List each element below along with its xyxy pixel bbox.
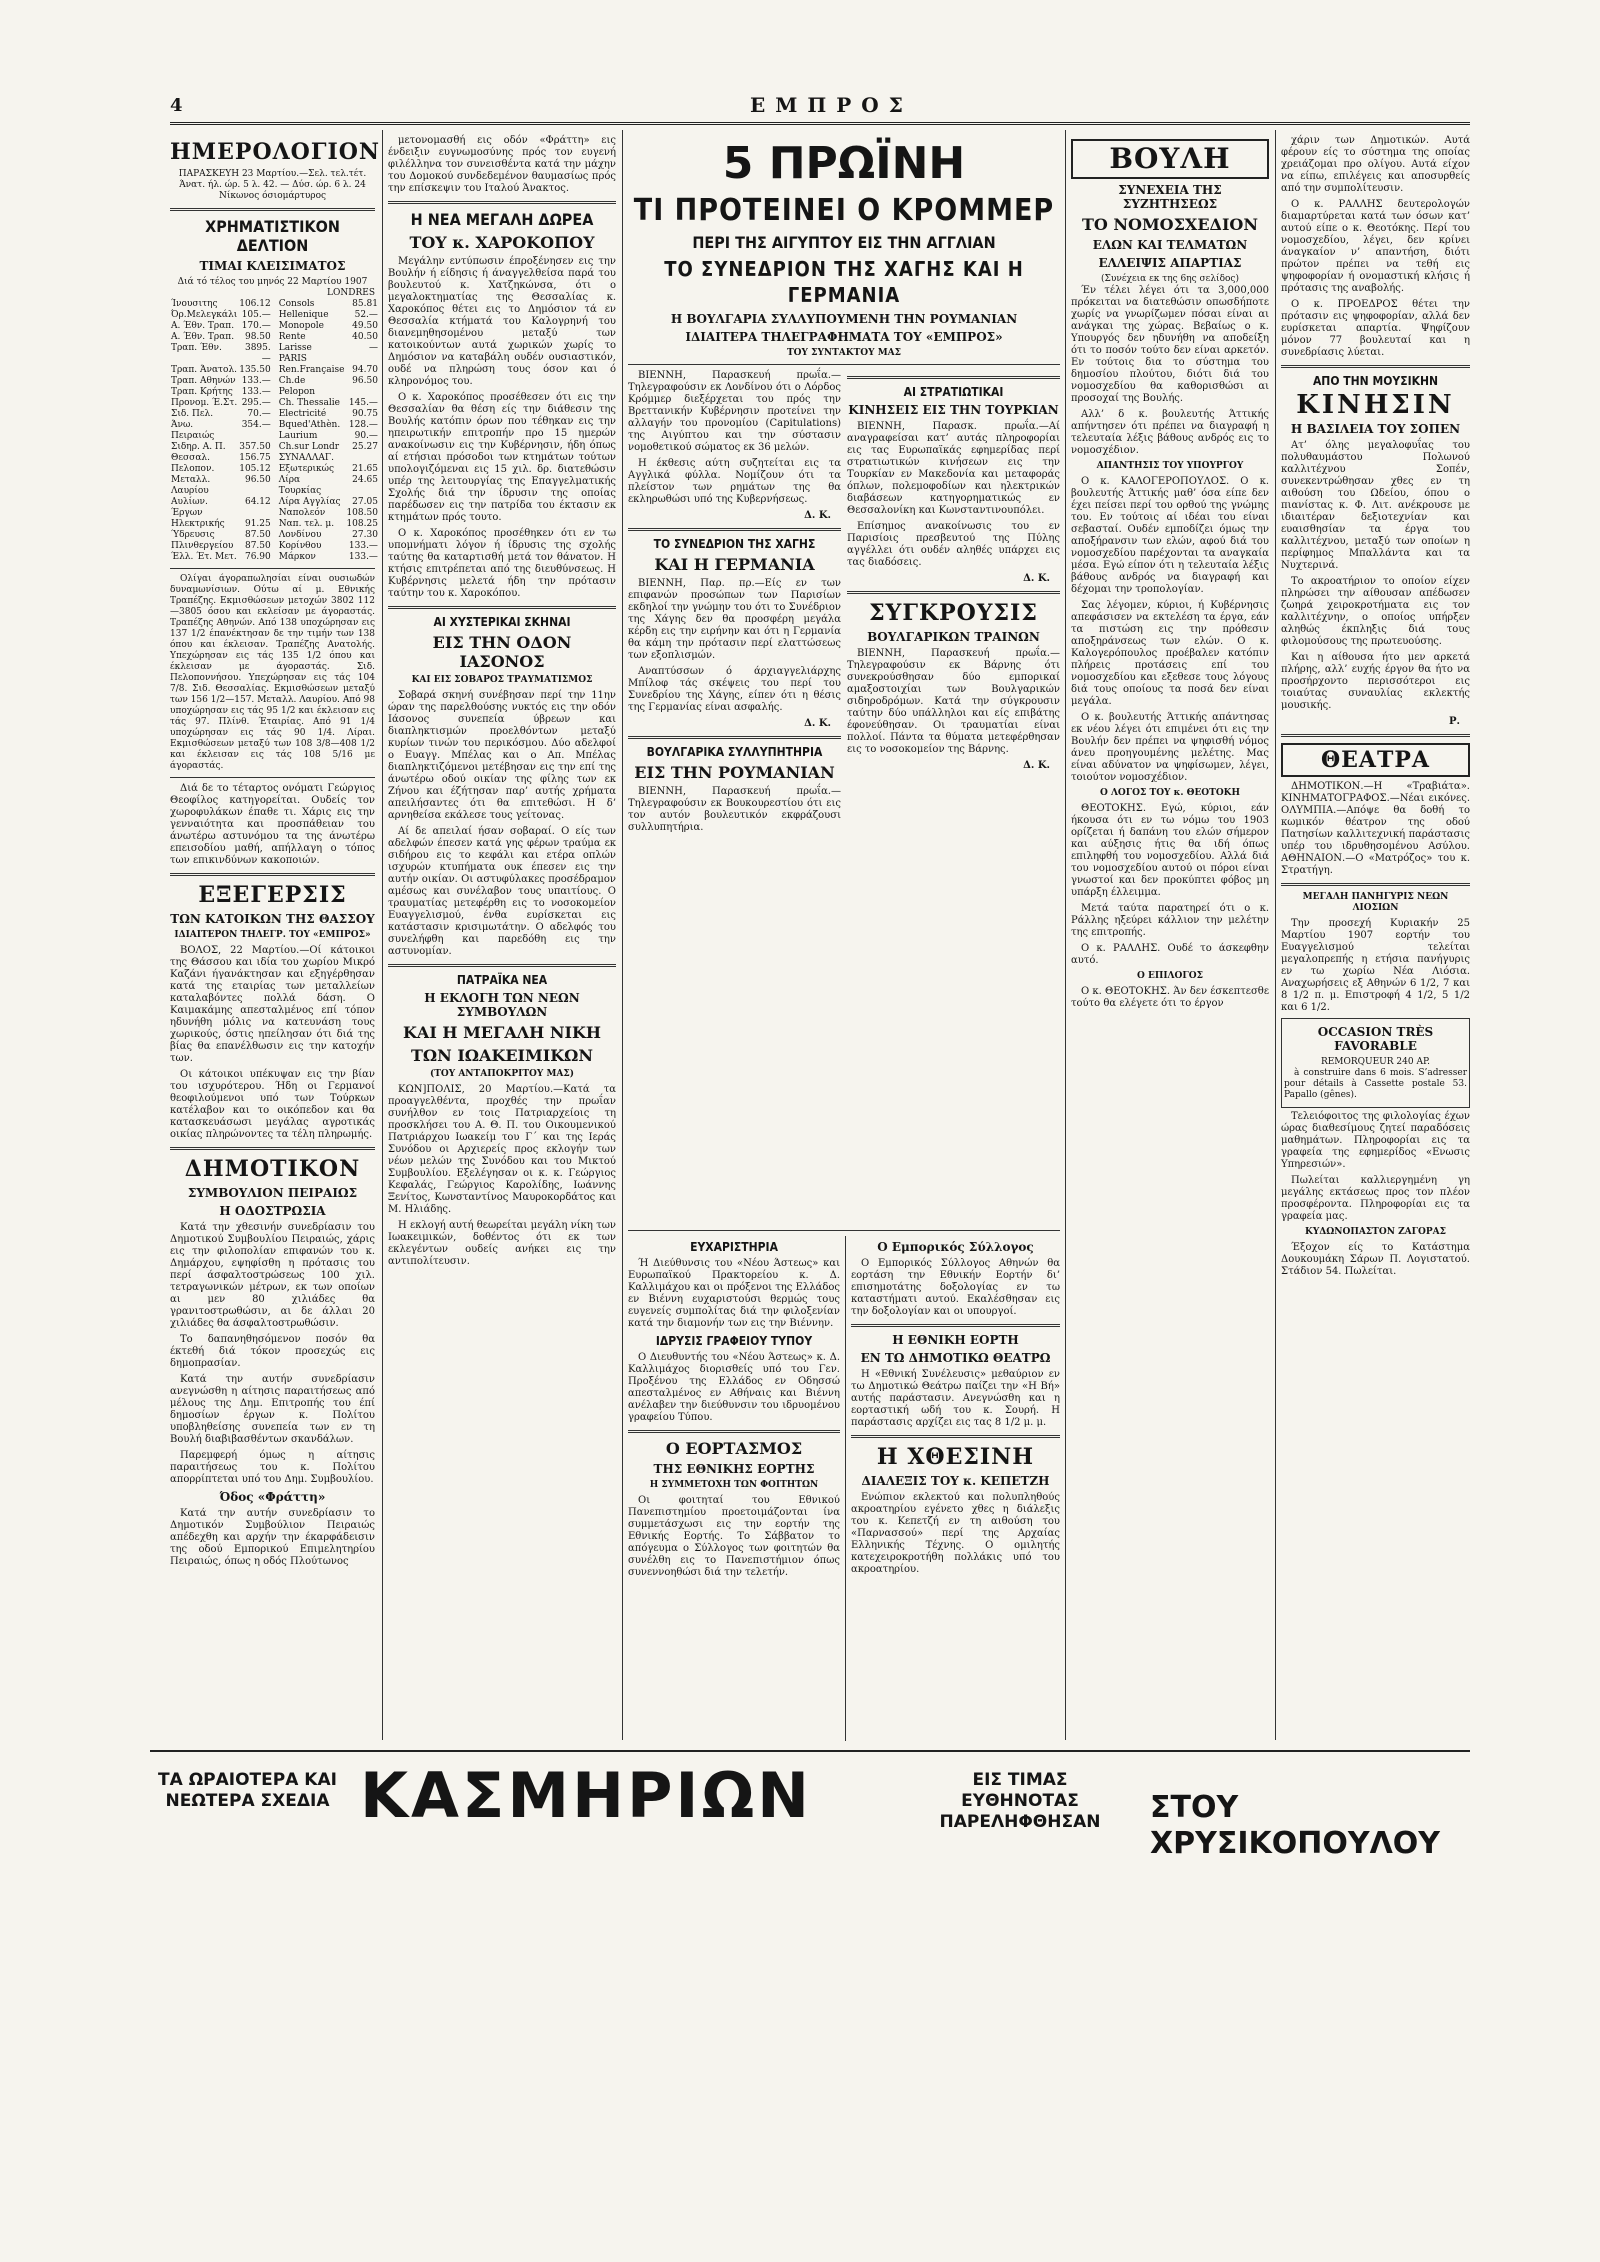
rate-row [278,552,379,563]
rate-row [278,310,379,321]
parliament-sub4: ΕΛΛΕΙΨΙΣ ΑΠΑΡΤΙΑΣ [1098,256,1242,270]
patras-text: ΚΩΝ]ΠΟΛΙΣ, 20 Μαρτίου.—Κατά τα προαγγελθέντα, προχθές την πρωΐαν συνήλθον εν τοις Πατριαρχείοις τη προσκλήσει του Α. Θ. Π. του Οικουμενικού Πατριάρχου Ιωακείμ του Γ΄ και της Ιεράς Συνόδου οι Αρχιερείς προς εκλογήν των νέων μελών της Συνόδου και του Μικτού Συμβουλίου. Εξελέγησαν οι κ. κ. Γεώργιος Κεφαλάς, Γεώργιος Καρολίδης, Ιωάννης Ξενίτος, Κωνσταντίνος Μαυροκορδάτος και Μ. Ηλιάδης. [388,1084,616,1215]
demotic-subtitle: ΣΥΜΒΟΥΛΙΟΝ ΠΕΙΡΑΙΩΣ [187,1186,358,1200]
rate-value: 133.— [348,552,378,562]
rate-label: Λονδίνου [278,530,322,540]
cashmere-advertisement [150,1750,1470,1861]
rate-label: Ch. Thessalie [278,398,340,408]
rate-value: 96.50 [352,376,378,386]
calendar-line: ΠΑΡΑΣΚΕΥΗ 23 Μαρτίου.—Σελ. τελ.τέτ. [178,169,367,179]
divider [170,568,375,569]
rate-label: Μάρκον [278,552,316,562]
rate-label: Ύδρευσις [171,530,215,540]
rate-label: Εξωτερικώς [278,464,335,474]
military-text: ΒΙΕΝΝΗ, Παρασκ. πρωΐα.—Αί αναγραφείσαι κατ’ αυτάς πληροφορίαι εις τας Ευρωπαϊκάς εφημερίδας περί στρατιωτικών κινήσεων εις την Τουρκίαν εν Μακεδονία και μεταφοράς όπλων, πολεμοφοδίων και ηλεκτρικών διαβάσεων κατηγορηματικώς εν Θεσσαλονίκη και Κωνσταντινουπόλει. [847,421,1060,516]
finance-title: ΧΡΗΜΑΤΙΣΤΙΚΟΝ ΔΕΛΤΙΟΝ [205,217,340,255]
patras-title: ΠΑΤΡΑΪΚΑ ΝΕΑ [456,973,548,987]
rate-label: Μεταλλ. Λαυρίου [171,475,211,496]
signature: Δ. Κ. [1023,573,1050,584]
sympathy-text: ΒΙΕΝΝΗ, Παρασκευή πρωΐα.—Τηλεγραφούσιν εκ Βουκουρεστίου ότι εις τον αυτόν βουλευτικόν εκφράζουσι συλλυπητήρια. [628,786,841,833]
rate-label: Προνομ. Έ.Στ. [171,398,238,408]
occasion-ad [1281,1018,1470,1108]
finance-para: Διά δε το τέταρτος ονόματι Γεώργιος Θεοφίλος κατηγορείται. Ουδείς τον χωροφυλάκων έπαθε τι. Χάρις εις την γενναιότητα και προσπάθειαν του άνωτέρω αστυνόμου τα της άνωτέρω επεισοδίου μαθή, απήλλαγη ο τόπος των επικινδύνων κακοποιών. [170,783,375,866]
rate-row [278,530,379,541]
patras-text: Η εκλογή αυτή θεωρείται μεγάλη νίκη των Ιωακειμικών, δοθέντος ότι εκ των εκλεγέντων ουδείς ανήκει εις την αντιπολίτευσιν. [388,1220,616,1267]
patras-sub2: ΚΑΙ Η ΜΕΓΑΛΗ ΝΙΚΗ [403,1023,601,1042]
rate-label: Θεσσαλ. [171,453,210,463]
music-title: ΑΠΟ ΤΗΝ ΜΟΥΣΙΚΗΝ [1312,374,1439,388]
rate-value: 3895.— [244,343,271,364]
center-columns [628,370,1060,838]
divider [628,736,841,739]
rate-row [170,321,272,332]
rate-row [278,541,379,552]
divider [388,201,616,204]
divider [847,591,1060,594]
bloody-title: ΑΙ ΧΥΣΤΕΡΙΚΑΙ ΣΚΗΝΑΙ [433,615,571,629]
minister-text: Ο κ. βουλευτής Άττικής απάντησας εκ νέου λέγει ότι επιμένει ότι εις την Βουλήν δεν πρέπει να ψηφισθή νόμος άνευ προηγουμένης μελέτης. Μας είναι αδύνατον να ψηφίσωμεν, λέγει, τοιούτον νομοσχέδιον. [1071,712,1269,783]
rate-row [278,321,379,332]
column-rule [845,1236,846,1741]
parliament-sub3: ΕΛΩΝ ΚΑΙ ΤΕΛΜΑΤΩΝ [1092,238,1248,252]
patras-sub3: ΤΩΝ ΙΩΑΚΕΙΜΙΚΩΝ [410,1046,594,1065]
rate-value: 76.90 [244,552,271,562]
demotic-text: Το δαπανηθησόμενον ποσόν θα έκτεθή διά τόκον προσεχώς εις δημοπρασίαν. [170,1334,375,1369]
divider [388,964,616,967]
rate-label: ΣΥΝΑΛΛΑΓ. [278,453,335,463]
rate-value: 145.— [348,398,378,408]
rate-label: Α. Έθν. Τραπ. [171,332,235,342]
rate-label: Consols [278,299,315,309]
rate-label: Κορίνθου [278,541,322,551]
rate-row [278,442,379,453]
carryover-text: Ο κ. ΠΡΟΕΔΡΟΣ θέτει την πρότασιν εις ψηφοφορίαν, αλλά δεν ευρίσκεται απαρτία. Ψηφίζουν μόνον 77 βουλευταί και η συνεδρίασις λύεται. [1281,299,1470,358]
fratti-text: Κατά την αυτήν συνεδρίασιν το Δημοτικόν Συμβούλιον Πειραιώς απέδεχθη και αρχήν την έκαρφάδεισιν της οδού Εμπορικού Επιμελητηρίου Πειραιώς, όπως η οδός Πλούτωνος [170,1508,375,1567]
divider [1281,734,1470,737]
rate-label: Α. Έθν. Τραπ. [171,321,235,331]
military-subtitle: ΚΙΝΗΣΕΙΣ ΕΙΣ ΤΗΝ ΤΟΥΡΚΙΑΝ [848,403,1059,417]
calendar-line: Άνατ. ήλ. ώρ. 5 λ. 42. — Δύσ. ώρ. 6 λ. 24 [179,180,366,190]
minister-title: ΑΠΑΝΤΗΣΙΣ ΤΟΥ ΥΠΟΥΡΓΟΥ [1096,461,1244,471]
parliament-text: Αλλ’ δ κ. βουλευτής Άττικής απήντησεν ότι πρέπει να διαγραφή η τελευταία λέξις βάθους ανδρός εις το νομοσχέδιον. [1071,409,1269,456]
rate-row [170,387,272,398]
divider [847,376,1060,379]
fair-text: Την προσεχή Κυριακήν 25 Μαρτίου 1907 εορτήν του Ευαγγελισμού τελείται μεγαλοπρεπής η ετήσια πανήγυρις εν τω χωρίω Νέα Λιόσια. Αναχωρήσεις εξ Αθηνών 6 1/2, 7 και 8 1/2 π. μ. Επιστροφή 4 1/2, 5 1/2 και 6 1/2. [1281,918,1470,1013]
parliament-title: ΒΟΥΛΗ [1071,139,1269,179]
rate-value [345,453,379,464]
rate-label: Τραπ. Αθηνών [171,376,236,386]
finance-london: LONDRES [327,288,375,298]
rate-label: Έλλ. Έτ. Μετ. [171,552,237,562]
bloody-text: Σοβαρά σκηνή συνέβησαν περί την 11ην ώραν της παρελθούσης νυκτός εις την οδόν Ιάσονος συνεπεία ύβρεων και διαπληκτισμών προελθόντων μεταξύ κυρίων τινών του περικόσμου. Δύο αδελφοί ο Ευαγγ. Μπέλας και ο Απ. Μπέλας διαπληκτιζόμενοι μετέβησαν εις την επί της άνωτέρω οδού οικίαν της φίλης των εκ Ζήνου και έζήτησαν παρ’ αυτής χρήματα απειλήσαντες ότι θα επιτεθώσι. Η δ’ αρνηθείσα εκάλεσε τους γείτονας. [388,690,616,821]
vienna-text: Η έκθεσις αύτη συζητείται εις τα Αγγλικά φύλλα. Νομίζουν ότι τα πλείστον των ρημάτων της θα εκληρωθώσι υπό της Κυβερνήσεως. [628,458,841,505]
finance-date: Διά τό τέλος του μηνός 22 Μαρτίου 1907 [177,277,368,287]
rate-label: Άνω. Πειραιώς [171,420,215,441]
rate-value: 108.50 [346,508,378,518]
lecture-title: Η ΧΘΕΣΙΝΗ [876,1444,1035,1470]
rate-row [278,376,379,398]
parliament-sub2: ΤΟ ΝΟΜΟΣΧΕΔΙΟΝ [1081,215,1258,234]
demotic-sub2: Η ΟΔΟΣΤΡΩΣΙΑ [219,1204,326,1218]
military-text: Επίσημος ανακοίνωσις του εν Παρισίοις πρεσβευτού της Πύλης αγγέλλει ότι ουδέν αληθές υπάρχει εις τας διαδόσεις. [847,521,1060,568]
demotic-text: Παρεμφερή όμως η αίτησις παραιτήσεως του κ. Πολίτου απορρίπτεται υπό του Δημ. Συμβουλίου. [170,1450,375,1485]
column-rule [1275,130,1276,1740]
lecture-subtitle: ΔΙΑΛΕΞΙΣ ΤΟΥ κ. ΚΕΠΕΤΖΗ [861,1474,1050,1488]
merchant-title: Ο Εμπορικός Σύλλογος [877,1240,1034,1254]
rate-value: 94.70 [352,365,378,375]
ad-left-text: ΤΑ ΩΡΑΙΟΤΕΡΑ ΚΑΙ ΝΕΩΤΕΡΑ ΣΧΕΔΙΑ [158,1770,337,1811]
parliament-cont: (Συνέχεια εκ της 6ης σελίδος) [1101,274,1239,284]
parliament-text: Έν τέλει λέγει ότι τα 3,000,000 πρόκειται να διατεθώσιν οπωσδήποτε χωρίς να γνωρίζωμεν πόσαι είναι αι ανάγκαι της χώρας. Βεβαίως ο κ. Υπουργός δεν ηδυνήθη να αποδείξη ότι το ποσόν τούτο δεν είναι αρκετόν. Εν τούτοις δια το σύστημα του δημοσίου πλούτου, διότι διά του νομοσχεδίου θα καθορισθώσι αι προσοχαί της Βουλής. [1071,285,1269,404]
occasion-sub: REMORQUEUR 240 AP. [1320,1057,1431,1067]
rate-row [170,453,272,464]
rate-row [170,530,272,541]
column-rule [1065,130,1066,1740]
rate-value: 64.12 [244,497,271,507]
rate-label: Ch.de Pelopon [278,376,315,397]
thanks-text: Ή Διεύθυνσις του «Νέου Άστεως» και Ευρωπαϊκού Πρακτορείου κ. Δ. Καλλιμάχου και οι πρόξενοι της Ελλάδος εν Βιέννη ευχαριστούσι θερμώς τους ευγενείς συμπολίτας διά την φιλοξενίαν κατά την διαμονήν των εις την Βιέννην. [628,1258,840,1329]
zagora-title: ΚΥΔΩΝΟΠΑΣΤΟΝ ΖΑΓΟΡΑΣ [1305,1227,1446,1237]
divider [1281,365,1470,368]
train-text: ΒΙΕΝΝΗ, Παρασκευή πρωΐα.—Τηλεγραφούσιν εκ Βάρνης ότι συνεκρούσθησαν δύο εμπορικαί αμαξοστοιχίαι των Βουλγαρικών σιδηροδρόμων. Κατά την σύγκρουσιν ταύτην δύο υπάλληλοι και είς επιβάτης έφονεύθησαν. Οι τραυματίαι είναι πολλοί. Πάντα τα θύματα μετεφέρθησαν εις το νοσοκομείον της Βάρνης. [847,648,1060,755]
theotokis-title: Ο ΛΟΓΟΣ ΤΟΥ κ. ΘΕΟΤΟΚΗ [1099,788,1241,798]
calendar-line: Νίκωνος όσιομάρτυρος [218,191,327,201]
divider [851,1324,1060,1327]
column-rule [382,130,383,1740]
thasos-title: ΕΞΕΓΕΡΣΙΣ [198,882,347,908]
fest-title: Ο ΕΟΡΤΑΣΜΟΣ [665,1439,803,1458]
headline-4: Η ΒΟΥΛΓΑΡΙΑ ΣΥΛΛΥΠΟΥΜΕΝΗ ΤΗΝ ΡΟΥΜΑΝΙΑΝ [670,312,1018,326]
thasos-subtitle: ΤΩΝ ΚΑΤΟΙΚΩΝ ΤΗΣ ΘΑΣΣΟΥ [170,912,375,926]
rate-value: 170.— [241,321,271,331]
rate-value: 133.— [348,541,378,551]
rate-label: Ίνουσιτης [171,299,218,309]
rate-value: 25.27 [352,442,378,452]
rate-row [278,453,379,464]
minister-text: Ο κ. ΚΑΛΟΓΕΡΟΠΟΥΛΟΣ. Ο κ. βουλευτής Άττικής μαθ’ όσα είπε δεν έχει πείσει περί του ορθού της γνώμης του. Εν τούτοις αί ιδέαι του είναι σεβασταί. Ουδέν εμποδίζει όμως την αποξήρανσιν των ελών, αφού διά του νομοσχεδίου παρέχονται τα αναγκαία μέσα. Εγώ είπον ότι η τελευταία λέξις βάθους ανδρός να διαγραφή και δέχομαι την τροπολογίαν. [1071,476,1269,595]
demotic-title: ΔΗΜΟΤΙΚΟΝ [184,1156,361,1182]
column-3 [628,135,1060,1225]
page-number: 4 [170,95,183,116]
rate-label: Σιδ. Πελ. [171,409,214,419]
rate-label: Λίρα Τουρκίας [278,475,322,496]
rates-right-table [278,299,379,563]
music-text: Ατ’ όλης μεγαλοφυΐας του πολυθαυμάστου Πολωνού καλλιτέχνου Σοπέν, συνεκεντρώθησαν χθες εν τη αιθούση του Ωδείου, όπου ο πιανίστας κ. Φ. Λιτ. ανέκρουσε με ιδιαιτέραν δεξιοτεχνίαν και ευαισθησίαν τα έργα του καλλιτέχνου, μεταξύ των οποίων η περίφημος Μπαλλάντα και τα Νυχτερινά. [1281,440,1470,571]
press-office-text: Ο Διευθυντής του «Νέου Άστεως» κ. Δ. Καλλιμάχος διορισθείς υπό του Γεν. Προξένου της Ελλάδος εν Οδησσώ απεσταλμένος εν Αθήναις και Βιέννη ανέλαβεν την διεύθυνσιν του ιδρυομένου γραφείου Τύπου. [628,1352,840,1423]
rate-row [278,420,379,431]
rate-label: Bqued'Athèn. [278,420,341,430]
rate-row [278,475,379,497]
headline-3: ΤΟ ΣΥΝΕΔΡΙΟΝ ΤΗΣ ΧΑΓΗΣ ΚΑΙ Η ΓΕΡΜΑΝΙΑ [664,257,1024,307]
rate-value: 87.50 [244,541,271,551]
rate-row [170,442,272,453]
rate-row [170,365,272,376]
paper-name: ΕΜΠΡΟΣ [750,93,913,117]
divider [170,208,375,211]
rate-value: 156.75 [239,453,271,463]
lecture-text: Ενώπιον εκλεκτού και πολυπληθούς ακροατηρίου εγένετο χθες η διάλεξις του κ. Κεπετζή εν τη αιθούση του «Παρνασσού» περί της Αρχαίας Ελληνικής Τέχνης. Ο ομιλητής κατεχειροκροτήθη πολλάκις υπό του ακροατηρίου. [851,1492,1060,1575]
rate-value: 98.50 [244,332,271,342]
theatre-text: ΔΗΜΟΤΙΚΟΝ.—Η «Τραβιάτα». ΚΙΝΗΜΑΤΟΓΡΑΦΟΣ.—Νέαι εικόνες. ΟΛΥΜΠΙΑ.—Απόψε θα δοθή το κωμικόν θέατρον της οδού Πατησίων καλλιτεχνική παράστασις υπέρ του ιδρυθησομένου Ασύλου. ΑΘΗΝΑΙΟΝ.—Ο «Ματρόζος» του κ. Στρατήγη. [1281,781,1470,876]
national-subtitle: ΕΝ ΤΩ ΔΗΜΟΤΙΚΩ ΘΕΑΤΡΩ [860,1351,1051,1365]
thasos-tag: ΙΔΙΑΙΤΕΡΟΝ ΤΗΛΕΓΡ. ΤΟΥ «ΕΜΠΡΟΣ» [174,930,371,940]
bottom-right-block [851,1236,1060,1741]
sale-ad: Πωλείται καλλιεργημένη γη μεγάλης εκτάσεως προς τον πλέον προσφέροντα. Πληροφορίαι εις τα γραφεία μας. [1281,1175,1470,1222]
demotic-text: Κατά την αυτήν συνεδρίασιν ανεγνώσθη η αίτησις παραιτήσεως από μέλους της Δημ. Επιτροπής του έπί δημοσίων έργων κ. Πολίτου υποβληθείσης συνεπεία των εν τη Βουλή διαβιβασθέντων σκανδάλων. [170,1374,375,1445]
rates-left-table [170,299,272,563]
rate-value: 106.12 [239,299,271,309]
rate-row [278,398,379,409]
headline-5: ΙΔΙΑΙΤΕΡΑ ΤΗΛΕΓΡΑΦΗΜΑΤΑ ΤΟΥ «ΕΜΠΡΟΣ» [685,330,1003,344]
demotic-text: Κατά την χθεσινήν συνεδρίασιν του Δημοτικού Συμβουλίου Πειραιώς, χάρις εις την φιλοπολίαν επιφανών του κ. Δημάρχου, εψηφίσθη η πρότασις του περί άσφαλτοστρώσεως 100 χιλ. τετραγωνικών μέτρων, εκ των οποίων αι μεν 80 χιλιάδες θα γρανιτοστρωθώσιν, αι δε άλλαι 20 χιλιάδες θα άσφαλτοστρωθώσιν. [170,1222,375,1329]
rate-label: Ναπολεόν [278,508,326,518]
rate-value: 133.— [241,387,271,397]
hague-text: Αναπτύσσων ό άρχιαγγελιάρχης Μπίλοφ τάς σκέψεις του περί του Συνεδρίου της Χάγης, είπεν ότι η θέσις της Γερμανίας είναι ασφαλής. [628,666,841,713]
patras-subtitle: Η ΕΚΛΟΓΗ ΤΩΝ ΝΕΩΝ ΣΥΜΒΟΥΛΩΝ [424,991,580,1019]
rate-row [278,464,379,475]
rallis-text: Ο κ. ΡΑΛΛΗΣ. Ουδέ το άσκεφθην αυτό. [1071,943,1269,966]
masthead [170,95,1470,117]
rate-label: PARIS [278,354,307,364]
gift-text: Ο κ. Χαροκόπος προσέθηκεν ότι εν τω υπομνήματι λόγον ή ίδρυσις της σχολής ταύτης θα καταρτισθή μετά τον θάνατον. Η κτήσις επιτρέπεται από της διευθύνσεως. Η Κυβέρνησις μελετά ήδη την πρότασιν ταύτην του κ. Χαροκόπου. [388,528,616,599]
occasion-title: OCCASION TRÈS FAVORABLE [1317,1025,1434,1053]
music-text: Και η αίθουσα ήτο μεν αρκετά πλήρης, αλλ’ ευχής έργον θα ήτο να προσήρχοντο περισσότεροι εις τοιαύτας συναυλίας εκλεκτής μουσικής. [1281,652,1470,711]
thanks-title: ΕΥΧΑΡΙΣΤΗΡΙΑ [690,1240,778,1254]
center-left [628,370,841,838]
ad-right-text: ΣΤΟΥ ΧΡΥΣΙΚΟΠΟΥΛΟΥ [1150,1790,1441,1861]
rate-value: 40.50 [352,332,378,342]
carryover-text: χάριν των Δημοτικών. Αυτά φέρουν είς το σύστημα της οποίας χρειάζομαι προ ολίγου. Αυτά είχον να είπω, επιλέγεις και αποσυρθείς από την συμπολίτευσιν. [1281,135,1470,194]
rate-row [278,409,379,420]
rate-label: Rente [278,332,306,342]
rate-row [278,354,379,365]
rate-row [170,343,272,365]
divider [628,1430,840,1433]
divider [628,528,841,531]
rate-row [170,332,272,343]
headline-2: ΠΕΡΙ ΤΗΣ ΑΙΓΥΠΤΟΥ ΕΙΣ ΤΗΝ ΑΓΓΛΙΑΝ [692,233,996,252]
divider [628,364,1060,365]
rate-value: 27.05 [352,497,378,507]
rate-label: Larisse [278,343,312,353]
music-text: Το ακροατήριον το οποίον είχεν πληρώσει την αίθουσαν απέδωσεν ζωηρά χειροκροτήματα εις τον καλλιτέχνην, ο οποίος υπήρξεν αληθώς έκπληξις διά τους φιλομούσους της πρωτευούσης. [1281,576,1470,647]
vienna-text: ΒΙΕΝΝΗ, Παρασκευή πρωΐα.—Τηλεγραφούσιν εκ Λονδίνου ότι ο Λόρδος Κρόμμερ διεξέρχεται του πρός την Βρεττανικήν Κυβέρνησιν προτείνει την αλλαγήν του προνομίου (Capitulations) της Αιγύπτου και την σύστασιν νομοθετικού σώματος εκ 36 μελών. [628,370,841,453]
gift-text: Ο κ. Χαροκόπος προσέθεσεν ότι εις την Θεσσαλίαν θα θέση είς την διάθεσιν της Βουλής κατόπιν όρων που τέθηκαν εις την ηπειρωτικήν επιτροπήν προ 15 ημερών ανακοίνωσιν εις την Κυβέρνησιν, ήδη όπως αί ετήσιαι πρόσοδοι των κτημάτων τούτων υπολογιζόμεναι εις 15 χιλ. δρ. διατεθώσιν υπέρ της λειτουργίας της Επαγγελματικής Σχολής διά την ίδρυσιν της οποίας παρέδωσεν εις την πατρίδα του έκτασιν εκ κτημάτων πρός τουτο. [388,392,616,523]
rate-value: 105.— [241,310,271,320]
rate-value: 21.65 [352,464,378,474]
occasion-text: à construire dans 6 mois. S’adresser pour détails à Cassette postale 53. Papallo (gênes). [1284,1068,1467,1100]
rate-value: 52.— [354,310,378,320]
rate-value: 108.25 [346,519,378,529]
rate-label: Laurium [278,431,318,441]
rate-row [278,497,379,508]
hague-text: ΒΙΕΝΝΗ, Παρ. πρ.—Είς εν των επιφανών προσώπων των Παρισίων εκδηλοί την γνώμην του ότι το Συνέδριον της Χάγης δεν θα προσφέρη μεγάλα κέρδη εις την ειρήνην και ότι η Γερμανία θα κάμη την πρότασιν περί ελαττώσεως των εξοπλισμών. [628,578,841,661]
signature: Δ. Κ. [804,718,831,729]
hague-title: ΤΟ ΣΥΝΕΔΡΙΟΝ ΤΗΣ ΧΑΓΗΣ [653,537,816,551]
gift-title: Η ΝΕΑ ΜΕΓΑΛΗ ΔΩΡΕΑ [410,210,594,229]
rate-label: Σιδηρ. Α. Π. [171,442,226,452]
train-subtitle: ΒΟΥΛΓΑΡΙΚΩΝ ΤΡΑΙΝΩΝ [867,630,1040,644]
center-right [847,370,1060,838]
rates-table [170,299,378,563]
signature: Δ. Κ. [1023,760,1050,771]
train-title: ΣΥΓΚΡΟΥΣΙΣ [869,600,1038,626]
finance-text: Ολίγαι άγοραπωλησίαι είναι ουσιωδών δυναμωνίσιων. Ούτω αί μ. Εθνικής Τραπέζης. Εκμισθώσεων μετοχών 3802 112—3805 όσου και εκλείσαν με άγοραστάς. Τραπέζης Αθηνών. Από 138 υποχώρησαν εις 137 1/2 έπανέκτησαν δε την τιμήν των 138 όπου και έκλεισαν. Τραπέζης Ανατολής. Υπεχώρησαν εις τάς 135 1/2 όπου και έκλεισαν με άγοραστάς. Σιδ. Πελοποννήσου. Υπεχώρησαν εις τάς 104 7/8. Σιδ. Θεσσαλίας. Εκμισθώσεων μεταξύ των 156 1/2—157. Μεταλλ. Λαυρίου. Από 98 υποχώρησαν εις τάς 95 1/2 και έκλεισαν εις τάς 97. Πλίνθ. Έταιρίας. Από 91 1/4 υποχώρησαν εις τάς 90 1/4. Λίραι. Εκμισθώσεων μεταξύ των 108 3/8—408 1/2 και έκλεισαν εις τάς 108 5/16 με άγοραστάς. [170,574,375,771]
rate-row [278,343,379,354]
column-1 [170,135,381,1735]
rate-value: 90.— [354,431,378,441]
rate-row [170,541,272,552]
rate-row [170,398,272,409]
rate-value: 87.50 [244,530,271,540]
merchant-text: Ο Εμπορικός Σύλλογος Αθηνών θα εορτάση την Εθνικήν Εορτήν δι’ επισημοτάτης δοξολογίας εν τω καταστήματι αυτού. Εκαλέσθησαν εις την δοξολογίαν και οι υπουργοί. [851,1258,1060,1317]
rate-value: 354.— [241,420,271,430]
ad-middle-text: ΕΙΣ ΤΙΜΑΣ ΕΥΘΗΝΟΤΑΣ ΠΑΡΕΛΗΦΘΗΣΑΝ [939,1770,1101,1832]
carryover-text: Ο κ. ΡΑΛΛΗΣ δευτερολογών διαμαρτύρεται κατά των όσων κατ’ αυτού είπε ο κ. Θεοτόκης. Περί του νομοσχεδίου, λέγει, δεν κρίνει άναγκαίον ν’ απαντήση, διότι πρώτον πρέπει να τεθή εις ψηφοφορίαν ή ονομαστική κλήσις ή πρότασις της αναβολής. [1281,199,1470,294]
rate-row [278,332,379,343]
headline-5b: ΤΟΥ ΣΥΝΤΑΚΤΟΥ ΜΑΣ [786,348,902,358]
rate-value: 357.50 [239,442,271,452]
rate-label: Πλινθεργείου [171,541,234,551]
theotokis-text: Μετά ταύτα παρατηρεί ότι ο κ. Ράλλης ηξεύρει κάλλιον την μελέτην της επιτροπής. [1071,903,1269,938]
rate-label: Hellenique [278,310,329,320]
zagora-text: Έξοχον είς το Κατάστημα Δουκουμάκη Σάρων Π. Λογιστατού. Στάδιον 54. Πωλείται. [1281,1242,1470,1277]
rate-label: Αυλίων. Έργων [171,497,208,518]
rate-value: 135.50 [239,365,271,375]
bloody-subtitle: ΕΙΣ ΤΗΝ ΟΔΟΝ ΙΑΣΟΝΟΣ [432,633,572,671]
rate-value: 133.— [241,376,271,386]
press-office-title: ΙΔΡΥΣΙΣ ΓΡΑΦΕΙΟΥ ΤΥΠΟΥ [655,1334,813,1348]
rate-label: Electricité [278,409,327,419]
sympathy-title: ΒΟΥΛΓΑΡΙΚΑ ΣΥΛΛΥΠΗΤΗΡΙΑ [646,745,823,759]
brand-title: 5 ΠΡΩΪΝΗ [722,138,966,189]
sympathy-subtitle: ΕΙΣ ΤΗΝ ΡΟΥΜΑΝΙΑΝ [634,763,835,782]
divider [1281,883,1470,886]
rate-row [170,310,272,321]
rate-label: Όρ.Μελεγκάλι [171,310,238,320]
theatre-title: ΘΕΑΤΡΑ [1281,743,1470,777]
rate-row [278,508,379,519]
rate-label: Ηλεκτρικής [171,519,225,529]
calendar-title: ΗΜΕΡΟΛΟΓΙΟΝ [170,139,381,165]
column-5 [1281,135,1470,1735]
rate-value: 27.30 [352,530,378,540]
rate-label: Monopole [278,321,324,331]
fest-text: Οι φοιτηταί του Εθνικού Πανεπιστημίου προετοιμάζονται ίνα συμμετάσχωσι εις την εορτήν της Εθνικής Εορτής. Το Σάββατον το απόγευμα ο Σύλλογος των φοιτητών θα συνέλθη εις το Πανεπιστήμιον όπως συνεννοηθώσι διά την τελετήν. [628,1495,840,1578]
parliament-sub: ΣΥΝΕΧΕΙΑ ΤΗΣ ΣΥΖΗΤΗΣΕΩΣ [1118,183,1222,211]
rate-row [170,420,272,442]
rate-row [278,299,379,310]
rate-value: 295.— [241,398,271,408]
bloody-sub2: ΚΑΙ ΕΙΣ ΣΟΒΑΡΟΣ ΤΡΑΥΜΑΤΙΣΜΟΣ [411,675,593,685]
national-text: Η «Εθνική Συνέλευσις» μεθαύριον εν τω Δημοτικώ Θεάτρω παίζει την «Η Βή» αυτής παράστασιν. Ανεγνώσθη και η εορταστική ωδή του κ. Σουρή. Η παράστασις αρχίζει εις τας 8 1/2 μ. μ. [851,1369,1060,1428]
tutor-ad: Τελειόφοιτος της φιλολογίας έχων ώρας διαθεσίμους ζητεί παραδόσεις μαθημάτων. Πληροφορίαι εις τα γραφεία της εφημερίδος «Ενωσις Υπηρεσιών». [1281,1111,1470,1170]
divider [851,1435,1060,1438]
rate-label: Ren.Française [278,365,345,375]
fair-title: ΜΕΓΑΛΗ ΠΑΝΗΓΥΡΙΣ ΝΕΩΝ ΛΙΟΣΙΩΝ [1302,892,1449,913]
gift-subtitle: ΤΟΥ κ. ΧΑΡΟΚΟΠΟΥ [409,233,595,252]
column-rule [622,130,623,1740]
divider [170,873,375,876]
column-2 [388,135,616,1735]
rate-label: Ch.sur Londr [278,442,340,452]
thasos-text: ΒΟΛΟΣ, 22 Μαρτίου.—Οί κάτοικοι της Θάσσου και ιδία του χωρίου Μικρό Καζάνι ήγανάκτησαν και εξηγέρθησαν κατά της εταιρίας των μεταλλείων καταλαβόντες πολλά δάση. Ο Καιμακάμης απεσταλμένος επί τόπον ηδυνήθη μόλις να κατευνάση τους χωρικούς, όστις ηπείλησαν ότι διά της βίας θα επανέλθωσιν εις την κατοχήν των. [170,945,375,1064]
gift-text: Μεγάλην εντύπωσιν έπροξένησεν εις την Βουλήν ή είδησις ή άναγγελθείσα παρά του βουλευτού κ. Χατζηκώνσα, ότι ο μεγαλοκτηματίας της Θεσσαλίας κ. Χαροκόπος θέτει εις το Δημόσιον τά εν Θεσσαλία κτήματά του Καλογρηνή του διανεμηθησομένου μεταξύ των κατοικούντων αυτά χωρικών χωρίς το Δημόσιον να καταβάλη ουδέν ουσιαστικόν, ουδέ να πληρώση τους όσον και ό κληρονόμος του. [388,256,616,387]
signature: Δ. Κ. [804,510,831,521]
rate-value [345,354,379,365]
patras-tag: (ΤΟΥ ΑΝΤΑΠΟΚΡΙΤΟΥ ΜΑΣ) [429,1069,575,1079]
finance-subtitle: ΤΙΜΑΙ ΚΛΕΙΣΙΜΑΤΟΣ [199,259,346,273]
rate-row [278,431,379,442]
rate-label: Λίρα Αγγλίας [278,497,341,507]
rate-row [278,365,379,376]
column-4 [1071,135,1269,1735]
rate-label: Πελοπον. [171,464,215,474]
rate-row [170,464,272,475]
headline-1: ΤΙ ΠΡΟΤΕΙΝΕΙ Ο ΚΡΟΜΜΕΡ [633,193,1055,228]
divider [170,777,375,778]
epilogue-text: Ο κ. ΘΕΟΤΟΚΗΣ. Άν δεν έσκεπτεσθε τούτο θα ελέγετε ότι το έργον [1071,986,1269,1009]
rate-label: Ναπ. τελ. μ. [278,519,335,529]
continued-text: μετονομασθή εις οδόν «Φράττη» εις ένδειξιν ευγνωμοσύνης πρός τον ευγενή φιλέλληνα τον συνεισθέντα κατά την μάχην του Δομοκού συνδεδεμένον θαυμασίως πρός την επίσκεψιν του Ιταλού Άνακτος. [388,135,616,194]
rate-row [170,299,272,310]
rate-row [170,409,272,420]
rate-label: Τραπ. Κρήτης [171,387,233,397]
rate-value: 70.— [247,409,271,419]
rate-label: Τραπ. Άνατολ. [171,365,238,375]
rate-row [170,475,272,497]
rate-value: 105.12 [239,464,271,474]
bloody-text: Αί δε απειλαί ήσαν σοβαραί. Ο είς των αδελφών έπεσεν κατά γης φέρων τραύμα εκ σιδήρου εις το κεφάλι και ετέρα οπλών ισχυρών κτυπήματα ουκ έπεσεν εις την αυτήν οικίαν. Οι αστυφύλακες προσέδραμον αμέσως και συνέλαβον τους υπαιτίους. Ο τραυματίας μετεφέρθη εις το νοσοκομείον Ευαγγελισμού, ένθα ευρίσκεται εις κατάστασιν κρισιμωτάτην. Ο αδελφός του συνελήφθη και παρεδόθη εις την αστυνομίαν. [388,826,616,957]
bottom-left-block [628,1236,840,1741]
thasos-text: Οι κάτοικοι υπέκυψαν εις την βίαν του ισχυρότερου. Ήδη οι Γερμανοί θεοφιλούμενοι υπό των Τούρκων κατέλαβον και το οικόπεδον και θα κατασκευάσωσι μεγάλας αγροτικάς οικίας πληρώνοντες τα τέλη πληρωμής. [170,1069,375,1140]
divider [170,1147,375,1150]
rate-row [170,519,272,530]
rate-row [278,519,379,530]
minister-text: Σας λέγομεν, κύριοι, ή Κυβέρνησις απεφάσισεν να εκτελέση τα έργα, εάν τα πιστώση εις την πρόθεσιν αποξηράνσεως των ελών. Ο κ. Καλογερόπουλος προέβαλεν κατόπιν πλήρεις προτάσεις επί του νομοσχεδίου και εξεθεσε τους λόγους διά τους οποίους τα ποσά δεν είναι μεγάλα. [1071,600,1269,707]
rate-value: 49.50 [352,321,378,331]
music-signature: Ρ. [1448,716,1460,727]
band-rule [628,1230,1060,1231]
rate-label: Τραπ. Έθν. [171,343,222,353]
rate-row [170,497,272,519]
epilogue-title: Ο ΕΠΙΛΟΓΟΣ [1137,971,1203,981]
music-sub2: Η ΒΑΣΙΛΕΙΑ ΤΟΥ ΣΟΠΕΝ [1290,422,1461,436]
rate-row [170,552,272,563]
fest-subtitle: ΤΗΣ ΕΘΝΙΚΗΣ ΕΟΡΤΗΣ [653,1462,815,1476]
divider [388,606,616,609]
rate-value: 85.81 [352,299,378,309]
hague-subtitle: ΚΑΙ Η ΓΕΡΜΑΝΙΑ [654,555,815,574]
theotokis-text: ΘΕΟΤΟΚΗΣ. Εγώ, κύριοι, εάν ήκουσα ότι εν τω νόμω του 1903 ορίζεται ή δαπάνη του ελών σήμερον και αύξησις ήτις θα ιδή όπως επιληφθή του νομοσχεδίου. Αλλά διά του νομοσχεδίου αυτού οι πόροι είναι γνωστοί και δεν προκύπτει φόβος μη υπάρξη έλλειμμα. [1071,803,1269,898]
rate-value: 24.65 [352,475,378,485]
music-subtitle: ΚΙΝΗΣΙΝ [1296,390,1455,420]
rate-value: — [368,343,378,353]
rate-value: 128.— [348,420,378,430]
rate-value: 91.25 [244,519,271,529]
national-title: Η ΕΘΝΙΚΗ ΕΟΡΤΗ [892,1333,1019,1347]
rate-value: 96.50 [244,475,271,485]
ad-center-text: ΚΑΣΜΗΡΙΩΝ [360,1759,813,1832]
fratti-title: Όδος «Φράττη» [219,1490,326,1504]
military-title: ΑΙ ΣΤΡΑΤΙΩΤΙΚΑΙ [903,385,1004,399]
rate-row [170,376,272,387]
rate-value: 90.75 [352,409,378,419]
fest-sub2: Η ΣΥΜΜΕΤΟΧΗ ΤΩΝ ΦΟΙΤΗΤΩΝ [649,1480,819,1490]
masthead-rule [170,122,1470,125]
